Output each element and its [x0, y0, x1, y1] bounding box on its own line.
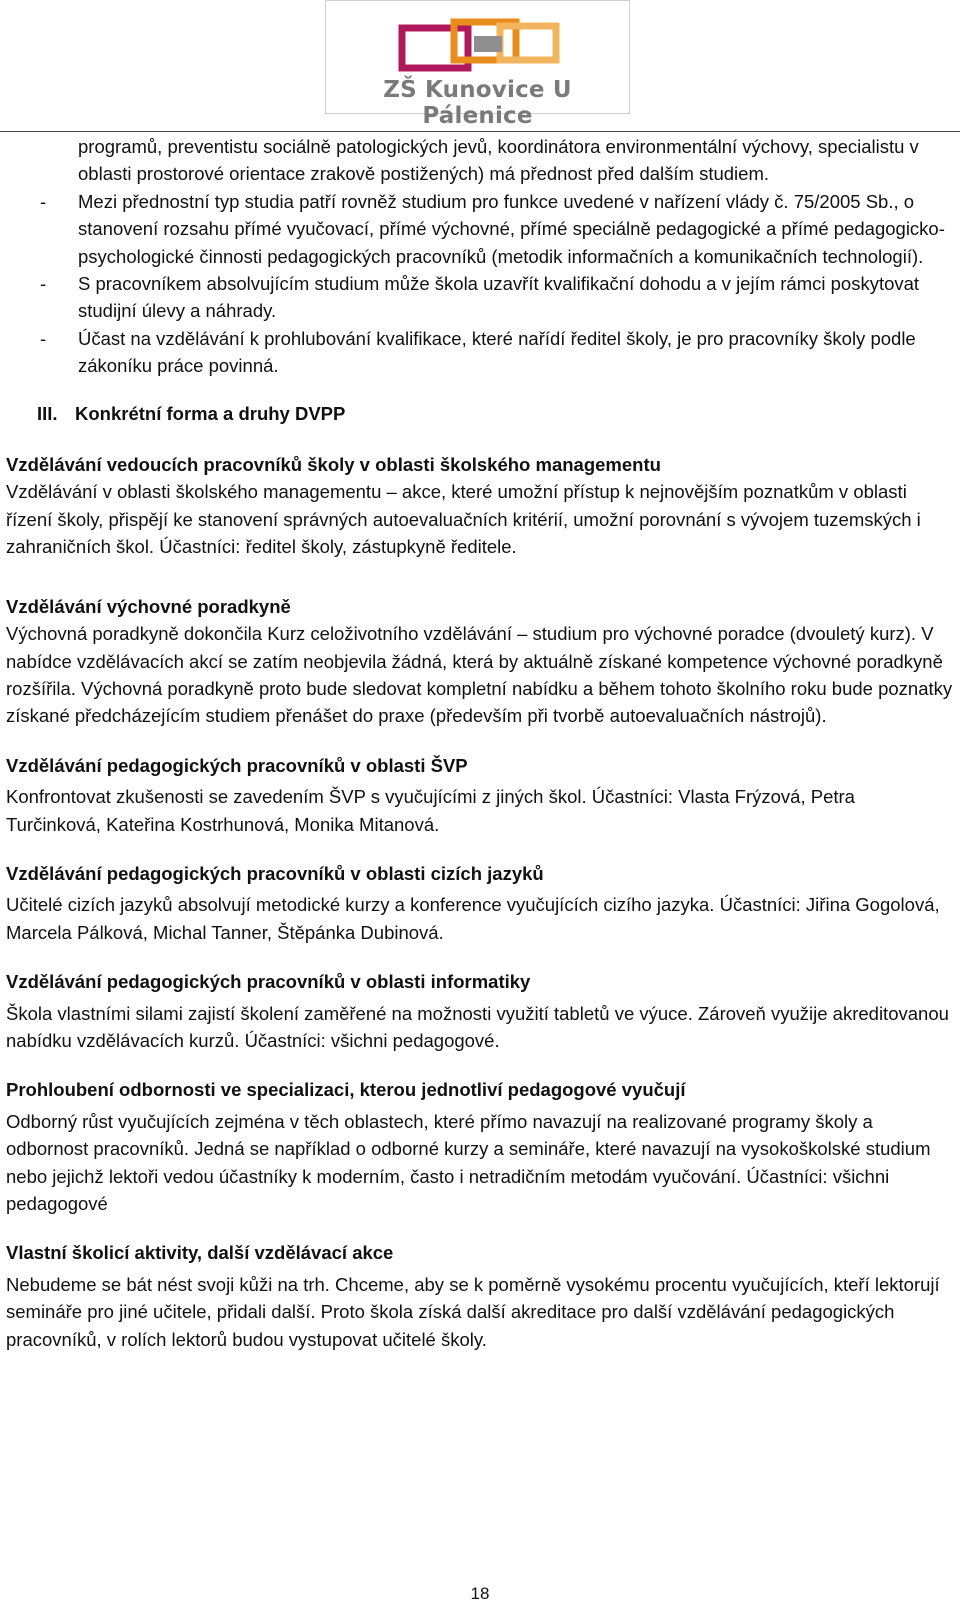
intro-list — [6, 133, 954, 380]
logo-mark-icon — [396, 18, 566, 74]
chapter-heading — [6, 400, 954, 427]
bullet-text: Účast na vzdělávání k prohlubování kvalifikace, které nařídí ředitel školy, je pro pracovníky školy podle zákoníku práce povinná. — [78, 327, 916, 377]
section-specialization — [6, 1076, 954, 1217]
intro-continuation: programů, preventistu sociálně patologických jevů, koordinátora environmentální výchovy, specialistu v oblasti prostorové orientace zrakově postižených) má přednost před dalším studiem. — [78, 136, 919, 185]
logo-text: ZŠ Kunovice U Pálenice — [383, 77, 572, 129]
section-heading: Vzdělávání výchovné poradkyně — [6, 595, 291, 617]
section-body: Škola vlastními silami zajistí školení zaměřené na možnosti využití tabletů ve výuce. Zároveň využije akreditovanou nabídku vzdělávacích kurzů. Účastníci: všichni pedagogové. — [6, 1002, 949, 1051]
header-divider — [0, 131, 960, 132]
section-management — [6, 451, 954, 561]
school-logo — [325, 0, 630, 129]
section-languages — [6, 860, 954, 946]
bullet-dash: - — [40, 190, 47, 212]
section-heading: Vzdělávání pedagogických pracovníků v oblasti cizích jazyků — [6, 862, 544, 884]
section-body: Učitelé cizích jazyků absolvují metodické kurzy a konference vyučujících cizího jazyka. Účastníci: Jiřina Gogolová, Marcela Pálková, Michal Tanner, Štěpánka Dubinová. — [6, 894, 940, 943]
list-item — [6, 133, 954, 188]
section-heading: Vzdělávání vedoucích pracovníků školy v oblasti školského managementu — [6, 454, 661, 476]
section-counselor — [6, 593, 954, 730]
section-body: Konfrontovat zkušenosti se zavedením ŠVP s vyučujícími z jiných škol. Účastníci: Vlasta Frýzová, Petra Turčinková, Kateřina Kostrhunová, Monika Mitanová. — [6, 786, 855, 835]
section-heading: Vlastní školicí aktivity, další vzdělávací akce — [6, 1242, 394, 1264]
document-body — [6, 133, 954, 1353]
list-item — [6, 325, 954, 380]
section-heading: Vzdělávání pedagogických pracovníků v oblasti ŠVP — [6, 754, 468, 776]
section-svp — [6, 752, 954, 838]
section-informatics — [6, 968, 954, 1054]
section-body: Odborný růst vyučujících zejména v těch oblastech, které přímo navazují na realizované programy školy a odbornost pracovníků. Jedná se například o odborné kurzy a semináře, které navazují na vysokoškolské studium nebo jejichž lektoři vedou účastníky k moderním, často i netradičním metodám vyučování. Účastníci: všichni pedagogové — [6, 1110, 931, 1214]
section-body: Nebudeme se bát nést svoji kůži na trh. Chceme, aby se k poměrně vysokému procentu vyučujících, kteří lektorují semináře pro jiné učitele, přidali další. Proto škola získá další akreditace pro další vzdělávání pedagogických pracovníků, v rolích lektorů budou vystupovat učitelé školy. — [6, 1273, 940, 1350]
section-body: Výchovná poradkyně dokončila Kurz celoživotního vzdělávání – studium pro výchovné poradce (dvouletý kurz). V nabídce vzdělávacích akcí se zatím neobjevila žádná, která by aktuálně získané kompetence výchovné poradkyně rozšířila. Výchovná poradkyně proto bude sledovat kompletní nabídku a během tohoto školního roku bude poznatky získané předcházejícím studiem přenášet do praxe (především při tvorbě autoevaluačních nástrojů). — [6, 623, 953, 727]
page-number: 18 — [470, 1584, 490, 1603]
chapter-title: Konkrétní forma a druhy DVPP — [75, 402, 346, 424]
bullet-text: Mezi přednostní typ studia patří rovněž studium pro funkce uvedené v nařízení vlády č. 75/2005 Sb., o stanovení rozsahu přímé vyučovací, přímé výchovné, přímé speciálně pedagogické a přímé pedagogicko-psychologické činnosti pedagogických pracovníků (metodik informačních a komunikačních technologií). — [78, 190, 945, 267]
chapter-number: III. — [37, 402, 58, 424]
section-body: Vzdělávání v oblasti školského managementu – akce, které umožní přístup k nejnovějším poznatkům v oblasti řízení školy, přispějí ke stanovení správných autoevaluačních kritérií, umožní porovnání s vývojem tuzemských i zahraničních škol. Účastníci: ředitel školy, zástupkyně ředitele. — [6, 481, 921, 558]
list-item — [6, 188, 954, 270]
bullet-dash: - — [40, 327, 47, 349]
section-heading: Prohloubení odbornosti ve specializaci, kterou jednotliví pedagogové vyučují — [6, 1079, 686, 1101]
section-heading: Vzdělávání pedagogických pracovníků v oblasti informatiky — [6, 971, 531, 993]
list-item — [6, 270, 954, 325]
bullet-dash: - — [40, 273, 47, 295]
bullet-text: S pracovníkem absolvujícím studium může škola uzavřít kvalifikační dohodu a v jejím rámci poskytovat studijní úlevy a náhrady. — [78, 273, 920, 322]
section-own-training — [6, 1239, 954, 1353]
